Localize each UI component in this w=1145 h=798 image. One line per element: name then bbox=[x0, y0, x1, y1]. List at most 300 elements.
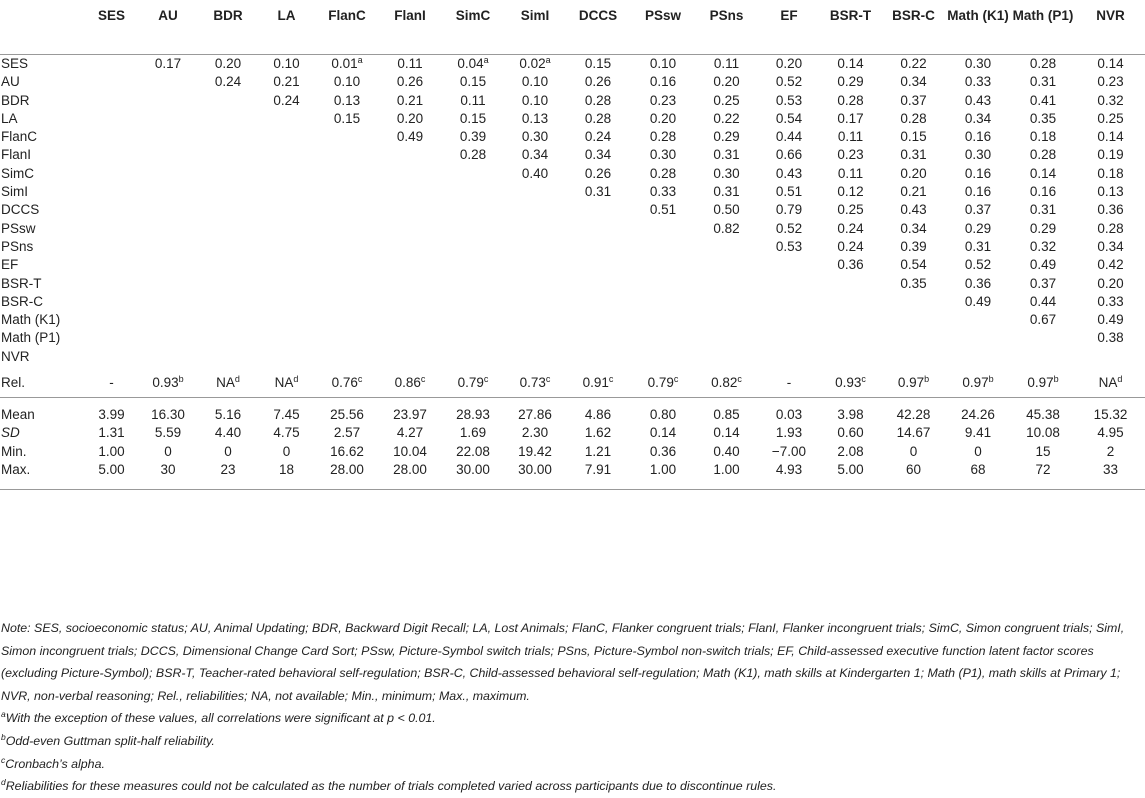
column-header-row-label bbox=[0, 0, 85, 55]
table-cell bbox=[1076, 329, 1145, 347]
cell-value: 16.30 bbox=[151, 407, 185, 423]
cell-value: 1.93 bbox=[775, 425, 803, 441]
table-cell bbox=[505, 238, 565, 256]
cell-value: 0.28 bbox=[649, 165, 677, 181]
table-cell bbox=[1076, 165, 1145, 183]
table-cell bbox=[85, 110, 138, 128]
table-cell bbox=[565, 146, 631, 164]
table-cell bbox=[695, 311, 758, 329]
cell-value: 1.00 bbox=[713, 461, 740, 477]
table-cell bbox=[198, 443, 258, 461]
table-cell bbox=[631, 424, 695, 442]
row-label: BDR bbox=[1, 92, 30, 108]
cell-value: 0.20 bbox=[775, 56, 803, 71]
table-cell bbox=[258, 128, 315, 146]
table-cell bbox=[565, 55, 631, 74]
footnote-mark: d bbox=[234, 374, 240, 385]
table-row bbox=[0, 165, 1145, 183]
cell-value: 0.30 bbox=[649, 147, 677, 163]
table-cell bbox=[379, 348, 441, 366]
table-cell bbox=[758, 329, 820, 347]
cell-value: 0.13 bbox=[1097, 184, 1124, 200]
table-cell bbox=[138, 366, 198, 398]
cell-value: 15 bbox=[1035, 443, 1051, 459]
cell-value: 0.10 bbox=[273, 56, 300, 71]
table-row bbox=[0, 238, 1145, 256]
table-cell bbox=[631, 110, 695, 128]
footnote-mark: c bbox=[861, 374, 866, 385]
footnote-mark: b bbox=[178, 374, 184, 385]
table-cell bbox=[315, 443, 379, 461]
cell-value: 0.82 bbox=[713, 220, 740, 236]
table-cell bbox=[138, 275, 198, 293]
table-cell bbox=[1076, 128, 1145, 146]
table-cell bbox=[1076, 398, 1145, 425]
table-cell bbox=[1076, 238, 1145, 256]
table-cell bbox=[631, 398, 695, 425]
cell-value: 0.13 bbox=[521, 110, 549, 126]
table-cell bbox=[758, 461, 820, 490]
table-cell bbox=[758, 128, 820, 146]
cell-value: 0.79 bbox=[457, 375, 484, 391]
cell-value: 0.26 bbox=[584, 165, 612, 181]
table-cell bbox=[565, 443, 631, 461]
footnote-mark: d bbox=[293, 374, 299, 385]
table-cell bbox=[1076, 201, 1145, 219]
footnote-mark: c bbox=[1, 754, 6, 765]
table-cell bbox=[85, 329, 138, 347]
column-header-bsr-c: BSR-C bbox=[881, 0, 946, 55]
footnote-mark: a bbox=[545, 55, 551, 65]
table-cell bbox=[1010, 398, 1076, 425]
table-cell bbox=[138, 183, 198, 201]
cell-value: 0.25 bbox=[837, 202, 864, 218]
cell-value: 0.16 bbox=[964, 165, 992, 181]
table-cell bbox=[881, 201, 946, 219]
cell-value: 4.86 bbox=[584, 407, 612, 423]
row-label: SimI bbox=[1, 184, 28, 200]
footnote-mark: b bbox=[1053, 374, 1059, 385]
table-cell bbox=[1010, 146, 1076, 164]
table-cell bbox=[441, 348, 505, 366]
cell-value: 0.37 bbox=[964, 202, 992, 218]
footnote-mark: c bbox=[357, 374, 363, 385]
cell-value: 0.15 bbox=[584, 56, 612, 71]
table-cell bbox=[565, 92, 631, 110]
row-label: AU bbox=[1, 74, 20, 90]
table-cell bbox=[946, 443, 1010, 461]
cell-value: 23 bbox=[220, 461, 236, 477]
cell-value: −7.00 bbox=[771, 443, 807, 459]
table-cell bbox=[1010, 311, 1076, 329]
table-cell bbox=[1010, 92, 1076, 110]
table-row bbox=[0, 348, 1145, 366]
table-cell bbox=[198, 183, 258, 201]
table-cell bbox=[1076, 55, 1145, 74]
table-cell bbox=[379, 424, 441, 442]
table-cell bbox=[198, 92, 258, 110]
table-row bbox=[0, 55, 1145, 74]
cell-value: 0.40 bbox=[521, 165, 549, 181]
table-cell bbox=[820, 275, 881, 293]
table-cell bbox=[1010, 183, 1076, 201]
table-cell bbox=[695, 165, 758, 183]
table-cell bbox=[1010, 201, 1076, 219]
column-header-psns: PSns bbox=[695, 0, 758, 55]
table-cell bbox=[85, 55, 138, 74]
cell-value: 0.44 bbox=[775, 129, 803, 145]
table-cell bbox=[820, 110, 881, 128]
table-cell bbox=[198, 128, 258, 146]
table-cell bbox=[695, 275, 758, 293]
table-cell bbox=[565, 256, 631, 274]
table-cell bbox=[758, 398, 820, 425]
table-cell bbox=[85, 220, 138, 238]
table-cell bbox=[946, 256, 1010, 274]
table-cell bbox=[820, 443, 881, 461]
footnote-mark: c bbox=[420, 374, 426, 385]
table-cell bbox=[258, 443, 315, 461]
table-cell bbox=[198, 55, 258, 74]
table-cell bbox=[441, 256, 505, 274]
table-cell bbox=[315, 146, 379, 164]
table-cell bbox=[631, 461, 695, 490]
cell-value: 0.43 bbox=[775, 165, 803, 181]
table-cell bbox=[315, 311, 379, 329]
cell-value: 7.91 bbox=[584, 461, 612, 477]
table-cell bbox=[881, 256, 946, 274]
table-cell bbox=[881, 443, 946, 461]
cell-value: 0.14 bbox=[837, 56, 864, 71]
row-label: FlanI bbox=[1, 147, 32, 163]
table-cell bbox=[258, 183, 315, 201]
table-cell bbox=[1076, 73, 1145, 91]
table-cell bbox=[505, 293, 565, 311]
table-cell bbox=[379, 110, 441, 128]
cell-value: 0.52 bbox=[775, 74, 803, 90]
cell-value: 0.20 bbox=[900, 165, 927, 181]
cell-value: 0.31 bbox=[713, 147, 740, 163]
table-cell bbox=[946, 329, 1010, 347]
row-label: DCCS bbox=[1, 202, 40, 218]
cell-value: 0.28 bbox=[837, 92, 864, 108]
table-cell bbox=[85, 128, 138, 146]
table-cell bbox=[881, 183, 946, 201]
cell-value: 0.36 bbox=[1097, 202, 1124, 218]
table-cell bbox=[258, 55, 315, 74]
table-cell bbox=[441, 293, 505, 311]
row-label: BSR-T bbox=[1, 275, 42, 291]
table-cell bbox=[695, 220, 758, 238]
table-cell bbox=[258, 110, 315, 128]
table-cell bbox=[198, 256, 258, 274]
cell-value: 4.93 bbox=[775, 461, 803, 477]
column-header-math-p1: Math (P1) bbox=[1010, 0, 1076, 55]
cell-value: NA bbox=[1098, 375, 1118, 391]
table-cell bbox=[258, 398, 315, 425]
cell-value: 0.85 bbox=[713, 407, 740, 423]
footnote-c bbox=[1, 753, 1141, 776]
table-cell bbox=[631, 311, 695, 329]
table-cell bbox=[1076, 220, 1145, 238]
table-cell bbox=[695, 92, 758, 110]
table-cell bbox=[138, 55, 198, 74]
cell-value: 4.95 bbox=[1097, 425, 1124, 441]
table-cell bbox=[946, 55, 1010, 74]
cell-value: 0.37 bbox=[900, 92, 927, 108]
cell-value: 0.30 bbox=[964, 56, 992, 71]
table-cell bbox=[565, 220, 631, 238]
cell-value: 0.34 bbox=[900, 74, 927, 90]
table-cell bbox=[881, 366, 946, 398]
cell-value: 0.13 bbox=[333, 92, 361, 108]
footnote-mark: a bbox=[357, 55, 363, 65]
table-cell bbox=[1076, 293, 1145, 311]
table-cell bbox=[758, 183, 820, 201]
table-cell bbox=[881, 110, 946, 128]
table-cell bbox=[198, 293, 258, 311]
table-cell bbox=[505, 73, 565, 91]
cell-value: 0.97 bbox=[962, 375, 989, 391]
cell-value: 0.26 bbox=[584, 74, 612, 90]
table-cell bbox=[631, 293, 695, 311]
table-cell bbox=[441, 238, 505, 256]
cell-value: 0.19 bbox=[1097, 147, 1124, 163]
cell-value: NA bbox=[274, 375, 294, 391]
table-body bbox=[0, 55, 1145, 490]
cell-value: 0.03 bbox=[775, 407, 803, 423]
cell-value: 33 bbox=[1102, 461, 1119, 477]
table-cell bbox=[695, 424, 758, 442]
cell-value: 0.18 bbox=[1097, 165, 1124, 181]
cell-value: 0.39 bbox=[900, 238, 927, 254]
table-cell bbox=[315, 55, 379, 74]
cell-value: 0.02 bbox=[519, 56, 546, 71]
cell-value: 0.15 bbox=[900, 129, 927, 145]
table-cell bbox=[315, 398, 379, 425]
table-cell bbox=[138, 128, 198, 146]
table-cell bbox=[881, 238, 946, 256]
table-cell bbox=[631, 220, 695, 238]
table-cell bbox=[258, 424, 315, 442]
table-cell bbox=[1076, 348, 1145, 366]
table-cell bbox=[820, 128, 881, 146]
table-row bbox=[0, 398, 1145, 425]
cell-value: 0.93 bbox=[152, 375, 179, 391]
table-cell bbox=[631, 201, 695, 219]
table-cell bbox=[1010, 128, 1076, 146]
cell-value: 0.25 bbox=[713, 92, 740, 108]
cell-value: 0.36 bbox=[964, 275, 992, 291]
table-cell bbox=[565, 398, 631, 425]
cell-value: 0.28 bbox=[459, 147, 487, 163]
row-label: Math (K1) bbox=[1, 312, 61, 328]
cell-value: 0.33 bbox=[964, 74, 992, 90]
table-cell bbox=[1010, 238, 1076, 256]
cell-value: 3.98 bbox=[837, 407, 864, 423]
cell-value: 0.17 bbox=[154, 56, 182, 71]
table-cell bbox=[946, 238, 1010, 256]
footnote-mark: b bbox=[1, 731, 6, 742]
table-cell bbox=[1010, 256, 1076, 274]
table-cell bbox=[505, 128, 565, 146]
table-cell bbox=[820, 238, 881, 256]
table-cell bbox=[85, 238, 138, 256]
table-cell bbox=[695, 128, 758, 146]
table-cell bbox=[138, 398, 198, 425]
cell-value: 0.34 bbox=[900, 220, 927, 236]
table-cell bbox=[631, 165, 695, 183]
table-cell bbox=[1010, 366, 1076, 398]
footnote-mark: c bbox=[737, 374, 742, 385]
cell-value: 23.97 bbox=[393, 407, 427, 423]
table-cell bbox=[1010, 73, 1076, 91]
cell-value: 0.34 bbox=[1097, 238, 1124, 254]
table-cell bbox=[820, 329, 881, 347]
table-row bbox=[0, 256, 1145, 274]
table-row bbox=[0, 201, 1145, 219]
table-header-row bbox=[0, 0, 1145, 55]
cell-value: - bbox=[109, 375, 114, 391]
table-cell bbox=[820, 293, 881, 311]
cell-value: 0.20 bbox=[214, 56, 242, 71]
cell-value: 0.36 bbox=[649, 443, 677, 459]
table-cell bbox=[695, 293, 758, 311]
table-cell bbox=[138, 165, 198, 183]
table-cell bbox=[315, 238, 379, 256]
cell-value: 0.16 bbox=[964, 184, 992, 200]
column-header-bsr-t: BSR-T bbox=[820, 0, 881, 55]
cell-value: 0.49 bbox=[396, 129, 424, 145]
table-cell bbox=[379, 220, 441, 238]
table-row bbox=[0, 128, 1145, 146]
cell-value: 16.62 bbox=[330, 443, 364, 459]
cell-value: 0.31 bbox=[964, 238, 992, 254]
table-row bbox=[0, 461, 1145, 490]
table-cell bbox=[85, 424, 138, 442]
table-cell bbox=[198, 424, 258, 442]
table-cell bbox=[315, 348, 379, 366]
table-cell bbox=[198, 348, 258, 366]
table-cell bbox=[138, 461, 198, 490]
cell-value: 4.27 bbox=[396, 425, 424, 441]
table-cell bbox=[820, 183, 881, 201]
cell-value: 0.15 bbox=[459, 110, 487, 126]
table-row bbox=[0, 110, 1145, 128]
cell-value: 0.93 bbox=[835, 375, 862, 391]
table-cell bbox=[379, 443, 441, 461]
table-cell bbox=[946, 201, 1010, 219]
column-header-flani: FlanI bbox=[379, 0, 441, 55]
cell-value: 0.31 bbox=[1029, 202, 1057, 218]
row-label: EF bbox=[1, 257, 19, 273]
table-cell bbox=[505, 329, 565, 347]
cell-value: 0 bbox=[164, 443, 172, 459]
table-cell bbox=[138, 311, 198, 329]
cell-value: 0.32 bbox=[1097, 92, 1124, 108]
cell-value: 0.11 bbox=[397, 56, 423, 71]
table-cell bbox=[565, 329, 631, 347]
cell-value: 0.43 bbox=[964, 92, 992, 108]
table-cell bbox=[758, 146, 820, 164]
table-cell bbox=[505, 311, 565, 329]
table-cell bbox=[946, 220, 1010, 238]
cell-value: 2.08 bbox=[837, 443, 864, 459]
table-cell bbox=[881, 128, 946, 146]
table-cell bbox=[85, 366, 138, 398]
table-cell bbox=[505, 92, 565, 110]
table-cell bbox=[631, 329, 695, 347]
table-cell bbox=[85, 275, 138, 293]
table-cell bbox=[315, 366, 379, 398]
cell-value: 0.51 bbox=[649, 202, 677, 218]
table-cell bbox=[565, 424, 631, 442]
footnote-mark: c bbox=[673, 374, 679, 385]
table-cell bbox=[379, 366, 441, 398]
cell-value: 0.30 bbox=[521, 129, 549, 145]
table-cell bbox=[565, 165, 631, 183]
cell-value: 1.21 bbox=[584, 443, 612, 459]
table-cell bbox=[441, 311, 505, 329]
table-cell bbox=[758, 73, 820, 91]
table-note-main: Note: SES, socioeconomic status; AU, Animal Updating; BDR, Backward Digit Recall; LA, Lost Animals; FlanC, Flanker congruent trials; FlanI, Flanker incongruent trials; SimC, Simon congruent trials; SimI, Simon incongruent trials; DCCS, Dimensional Change Card Sort; PSsw, Picture-Symbol switch trials; PSns, Picture-Symbol non-switch trials; EF, Child-assessed executive function latent factor scores (excluding Picture-Symbol); BSR-T, Teacher-rated behavioral self-regulation; BSR-C, Child-assessed behavioral self-regulation; Math (K1), math skills at Kindergarten 1; Math (P1), math skills at Primary 1; NVR, non-verbal reasoning; Rel., reliabilities; NA, not available; Min., minimum; Max., maximum. bbox=[1, 621, 1125, 703]
table-notes bbox=[1, 617, 1141, 798]
table-cell bbox=[1076, 311, 1145, 329]
table-cell bbox=[441, 443, 505, 461]
table-cell bbox=[441, 55, 505, 74]
cell-value: 0.49 bbox=[1097, 312, 1124, 328]
cell-value: 0.01 bbox=[331, 56, 358, 71]
cell-value: 0.82 bbox=[711, 375, 738, 391]
table-cell bbox=[881, 73, 946, 91]
cell-value: 28.93 bbox=[456, 407, 490, 423]
table-cell bbox=[565, 128, 631, 146]
cell-value: 0.10 bbox=[333, 74, 361, 90]
table-cell bbox=[258, 220, 315, 238]
table-cell bbox=[758, 220, 820, 238]
footnote-mark: a bbox=[1, 709, 6, 720]
cell-value: 0.14 bbox=[1029, 165, 1057, 181]
row-label: Math (P1) bbox=[1, 330, 61, 346]
cell-value: 2 bbox=[1106, 443, 1115, 459]
table-cell bbox=[631, 256, 695, 274]
cell-value: 0.34 bbox=[584, 147, 612, 163]
table-cell bbox=[198, 110, 258, 128]
cell-value: 18 bbox=[278, 461, 295, 477]
table-cell bbox=[695, 183, 758, 201]
table-cell bbox=[565, 275, 631, 293]
table-cell bbox=[138, 293, 198, 311]
table-cell bbox=[881, 348, 946, 366]
table-cell bbox=[758, 92, 820, 110]
table-cell bbox=[631, 366, 695, 398]
cell-value: 0.22 bbox=[900, 56, 927, 71]
cell-value: 42.28 bbox=[896, 407, 931, 423]
table-cell bbox=[85, 146, 138, 164]
column-header-ef: EF bbox=[758, 0, 820, 55]
table-cell bbox=[631, 443, 695, 461]
cell-value: 0.25 bbox=[1097, 110, 1124, 126]
table-cell bbox=[820, 311, 881, 329]
footnote-mark: b bbox=[988, 374, 994, 385]
table-cell bbox=[695, 398, 758, 425]
table-cell bbox=[565, 238, 631, 256]
cell-value: 0.53 bbox=[775, 238, 803, 254]
table-cell bbox=[1010, 110, 1076, 128]
table-cell bbox=[695, 348, 758, 366]
cell-value: 0.16 bbox=[1029, 184, 1057, 200]
table-cell bbox=[138, 73, 198, 91]
